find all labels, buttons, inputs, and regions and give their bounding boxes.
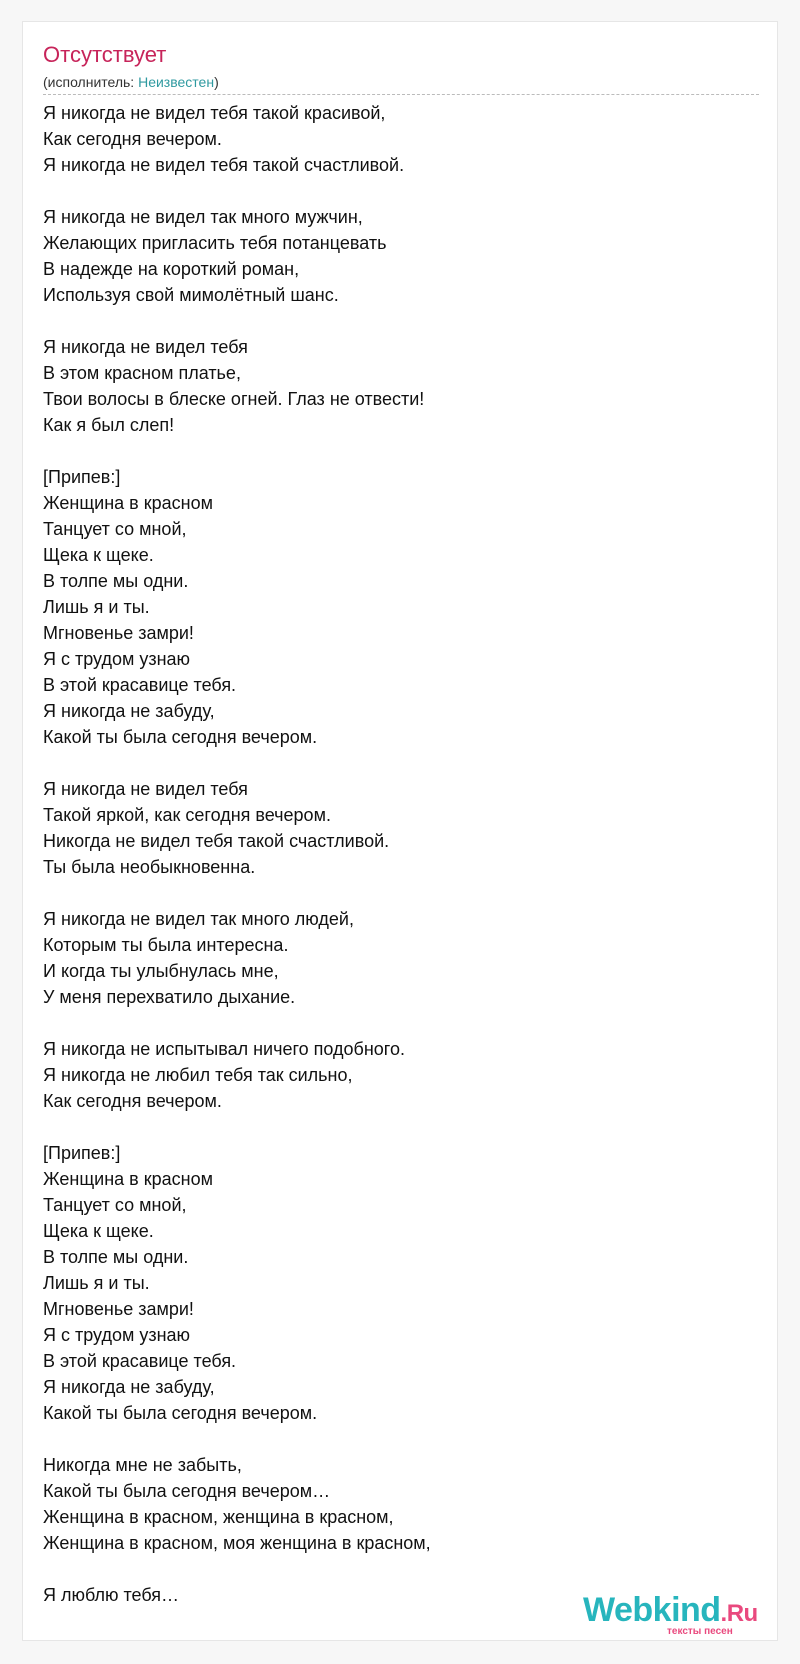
lyric-line: Как сегодня вечером.	[43, 129, 222, 149]
byline-prefix: (исполнитель:	[43, 74, 139, 90]
lyric-line: Лишь я и ты.	[43, 1273, 150, 1293]
lyric-line: Никогда мне не забыть,	[43, 1455, 242, 1475]
lyric-line: В толпе мы одни.	[43, 571, 189, 591]
lyric-line: И когда ты улыбнулась мне,	[43, 961, 279, 981]
lyric-line: Щека к щеке.	[43, 1221, 154, 1241]
logo-tagline: тексты песен	[667, 1626, 733, 1637]
lyric-line: Твои волосы в блеске огней. Глаз не отвести!	[43, 389, 425, 409]
lyric-line: Я никогда не испытывал ничего подобного.	[43, 1039, 405, 1059]
webkind-logo[interactable]	[583, 1592, 763, 1636]
stanza-gap	[43, 880, 743, 906]
byline-suffix: )	[214, 74, 219, 90]
stanza-gap	[43, 178, 743, 204]
stanza-gap	[43, 438, 743, 464]
lyric-line: У меня перехватило дыхание.	[43, 987, 296, 1007]
lyric-line: Такой яркой, как сегодня вечером.	[43, 805, 331, 825]
stanza-gap	[43, 308, 743, 334]
lyric-line: В этой красавице тебя.	[43, 675, 237, 695]
lyric-line: Я с трудом узнаю	[43, 1325, 191, 1345]
lyric-line: Я никогда не видел так много мужчин,	[43, 207, 363, 227]
lyric-line: Какой ты была сегодня вечером.	[43, 1403, 318, 1423]
stanza-gap	[43, 1556, 743, 1582]
stanza-gap	[43, 1010, 743, 1036]
lyric-line: Щека к щеке.	[43, 545, 154, 565]
lyric-line: Ты была необыкновенна.	[43, 857, 256, 877]
lyric-line: Как сегодня вечером.	[43, 1091, 222, 1111]
lyrics-body	[43, 100, 743, 1608]
lyric-line: Женщина в красном	[43, 1169, 213, 1189]
lyric-line: Танцует со мной,	[43, 519, 187, 539]
lyric-line: Я никогда не видел тебя такой красивой,	[43, 103, 386, 123]
lyrics-page	[22, 21, 778, 1641]
lyric-line: В толпе мы одни.	[43, 1247, 189, 1267]
lyric-line: В этой красавице тебя.	[43, 1351, 237, 1371]
lyric-line: Мгновенье замри!	[43, 623, 194, 643]
lyric-line: Женщина в красном, моя женщина в красном,	[43, 1533, 431, 1553]
lyric-line: Используя свой мимолётный шанс.	[43, 285, 339, 305]
logo-suffix-text: .Ru	[720, 1600, 758, 1627]
lyric-line: Я никогда не забуду,	[43, 1377, 215, 1397]
lyric-line: Я никогда не видел тебя	[43, 779, 248, 799]
lyric-line: В этом красном платье,	[43, 363, 241, 383]
lyric-line: Мгновенье замри!	[43, 1299, 194, 1319]
dashed-divider	[43, 94, 759, 95]
song-title: Отсутствует	[43, 42, 167, 67]
artist-link[interactable]: Неизвестен	[138, 74, 215, 90]
lyric-line: Желающих пригласить тебя потанцевать	[43, 233, 387, 253]
lyric-line: [Припев:]	[43, 467, 121, 487]
lyric-line: Я никогда не видел так много людей,	[43, 909, 354, 929]
lyric-line: Я никогда не видел тебя	[43, 337, 248, 357]
lyric-line: Я никогда не любил тебя так сильно,	[43, 1065, 353, 1085]
lyric-line: Какой ты была сегодня вечером…	[43, 1481, 331, 1501]
lyric-line: Я люблю тебя…	[43, 1585, 180, 1605]
lyric-line: Никогда не видел тебя такой счастливой.	[43, 831, 390, 851]
lyric-line: В надежде на короткий роман,	[43, 259, 300, 279]
lyric-line: Я никогда не забуду,	[43, 701, 215, 721]
lyric-line: Я с трудом узнаю	[43, 649, 191, 669]
lyric-line: Которым ты была интересна.	[43, 935, 289, 955]
lyric-line: Женщина в красном	[43, 493, 213, 513]
lyric-line: Как я был слеп!	[43, 415, 175, 435]
lyric-line: [Припев:]	[43, 1143, 121, 1163]
lyric-line: Женщина в красном, женщина в красном,	[43, 1507, 394, 1527]
lyric-line: Какой ты была сегодня вечером.	[43, 727, 318, 747]
lyric-line: Я никогда не видел тебя такой счастливой.	[43, 155, 405, 175]
lyric-line: Танцует со мной,	[43, 1195, 187, 1215]
artist-byline	[43, 74, 219, 90]
stanza-gap	[43, 1426, 743, 1452]
logo-main-text: Webkind	[583, 1591, 721, 1629]
stanza-gap	[43, 1114, 743, 1140]
stanza-gap	[43, 750, 743, 776]
lyric-line: Лишь я и ты.	[43, 597, 150, 617]
